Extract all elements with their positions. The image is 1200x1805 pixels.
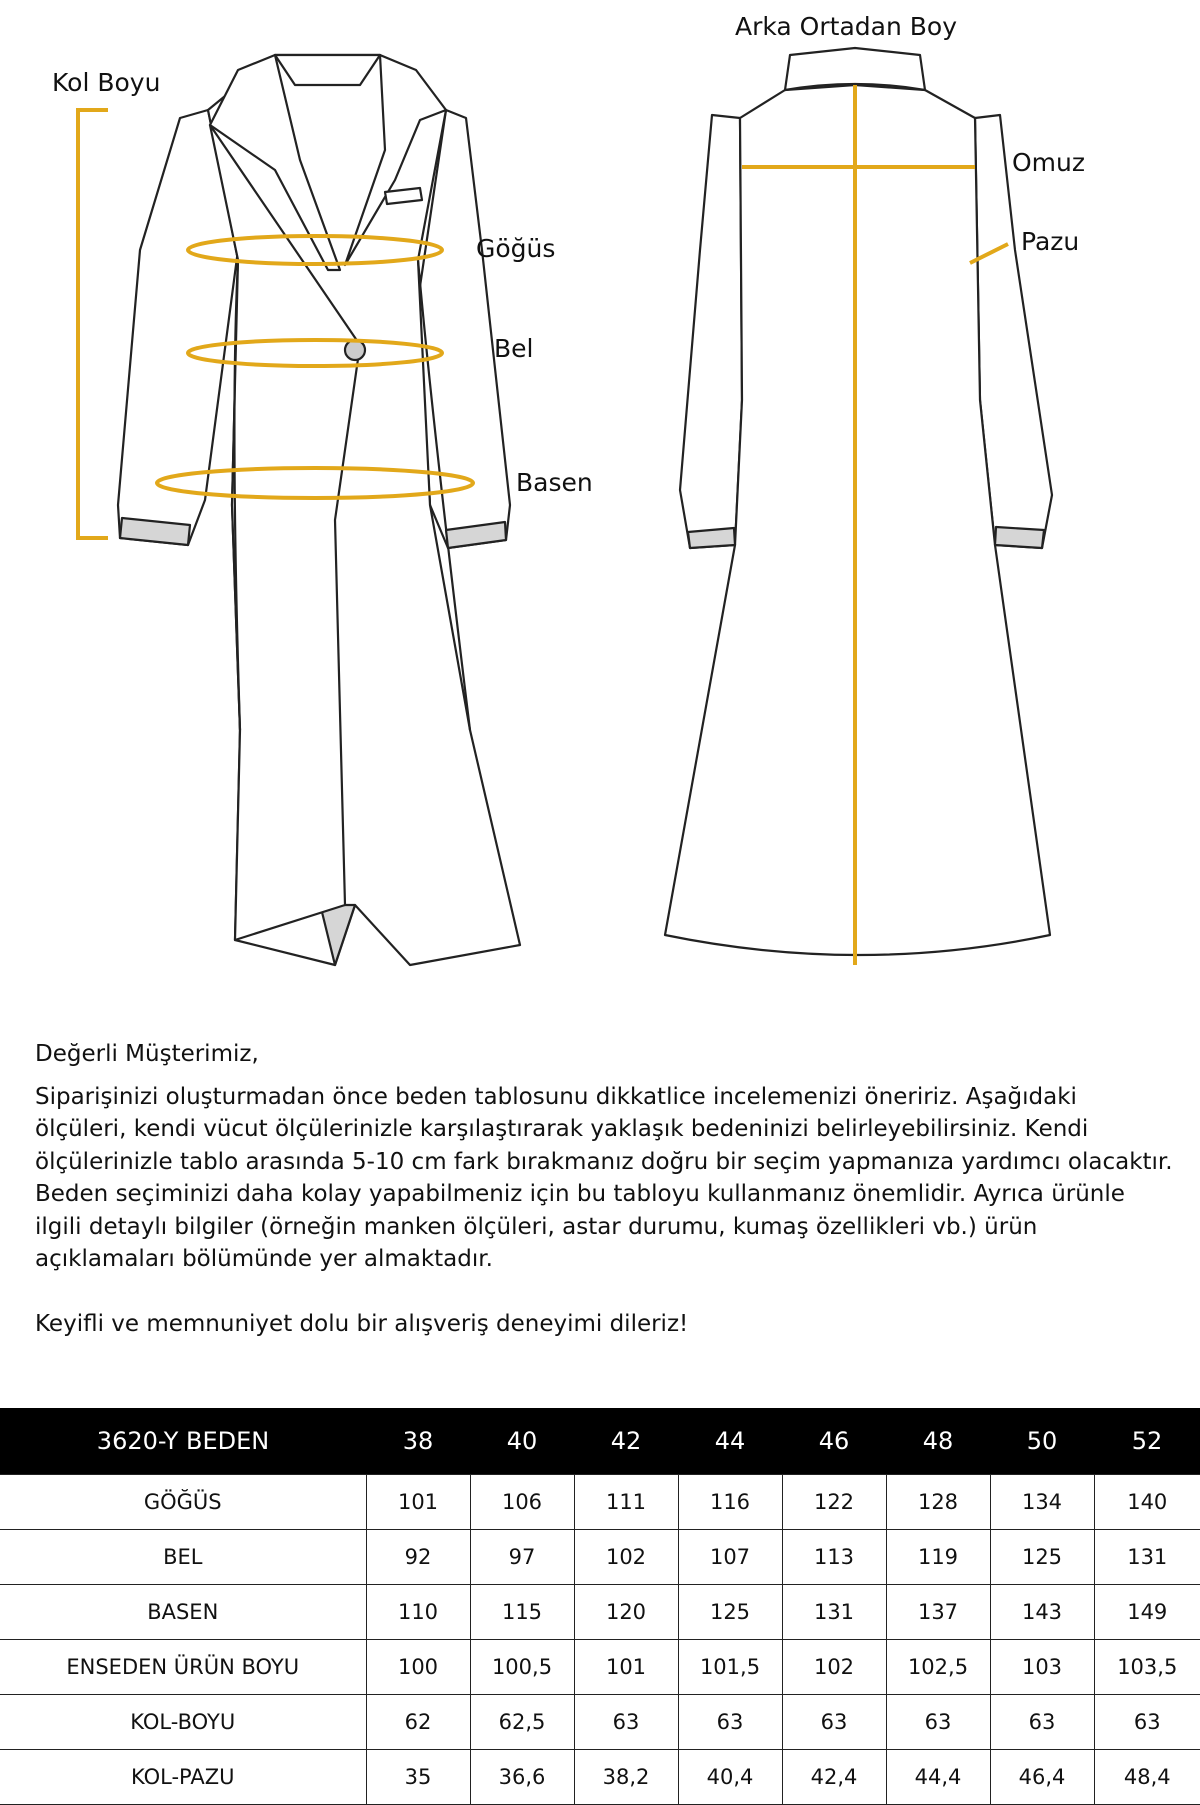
table-cell: 116 — [678, 1475, 782, 1530]
table-cell: 44,4 — [886, 1750, 990, 1805]
table-cell: 63 — [678, 1695, 782, 1750]
size-table-row-enseden-urun-boyu — [0, 1640, 1200, 1695]
header-size-cell: 42 — [574, 1408, 678, 1475]
header-size-cell: 48 — [886, 1408, 990, 1475]
row-label-cell: KOL-BOYU — [0, 1695, 366, 1750]
table-cell: 119 — [886, 1530, 990, 1585]
table-cell: 101 — [366, 1475, 470, 1530]
customer-message — [35, 1038, 1175, 1340]
table-cell: 92 — [366, 1530, 470, 1585]
table-cell: 101,5 — [678, 1640, 782, 1695]
table-cell: 110 — [366, 1585, 470, 1640]
row-label-cell: ENSEDEN ÜRÜN BOYU — [0, 1640, 366, 1695]
back-coat-drawing — [665, 48, 1052, 955]
label-kol-boyu: Kol Boyu — [52, 68, 161, 97]
table-cell: 62 — [366, 1695, 470, 1750]
header-size-cell: 38 — [366, 1408, 470, 1475]
table-cell: 38,2 — [574, 1750, 678, 1805]
table-cell: 111 — [574, 1475, 678, 1530]
row-label-cell: BEL — [0, 1530, 366, 1585]
back-left-cuff — [688, 528, 735, 548]
table-cell: 125 — [678, 1585, 782, 1640]
table-cell: 149 — [1094, 1585, 1200, 1640]
front-collar — [275, 55, 380, 85]
back-collar — [785, 48, 925, 90]
table-cell: 40,4 — [678, 1750, 782, 1805]
table-cell: 107 — [678, 1530, 782, 1585]
table-cell: 35 — [366, 1750, 470, 1805]
table-cell: 113 — [782, 1530, 886, 1585]
table-cell: 103 — [990, 1640, 1094, 1695]
label-pazu: Pazu — [1021, 227, 1080, 256]
header-model-cell: 3620-Y BEDEN — [0, 1408, 366, 1475]
table-cell: 131 — [1094, 1530, 1200, 1585]
table-cell: 120 — [574, 1585, 678, 1640]
size-table-row-gogus — [0, 1475, 1200, 1530]
table-cell: 102,5 — [886, 1640, 990, 1695]
size-table — [0, 1408, 1200, 1805]
size-table-row-basen — [0, 1585, 1200, 1640]
table-cell: 134 — [990, 1475, 1094, 1530]
table-cell: 63 — [574, 1695, 678, 1750]
row-label-cell: BASEN — [0, 1585, 366, 1640]
table-cell: 115 — [470, 1585, 574, 1640]
row-label-cell: GÖĞÜS — [0, 1475, 366, 1530]
label-arka-ortadan-boy: Arka Ortadan Boy — [735, 12, 957, 41]
table-cell: 128 — [886, 1475, 990, 1530]
row-label-cell: KOL-PAZU — [0, 1750, 366, 1805]
front-button — [345, 340, 365, 360]
size-table-row-kol-boyu — [0, 1695, 1200, 1750]
header-size-cell: 40 — [470, 1408, 574, 1475]
table-cell: 137 — [886, 1585, 990, 1640]
table-cell: 143 — [990, 1585, 1094, 1640]
table-cell: 42,4 — [782, 1750, 886, 1805]
back-right-cuff — [995, 527, 1044, 548]
table-cell: 131 — [782, 1585, 886, 1640]
table-cell: 140 — [1094, 1475, 1200, 1530]
table-cell: 103,5 — [1094, 1640, 1200, 1695]
label-basen: Basen — [516, 468, 593, 497]
header-size-cell: 50 — [990, 1408, 1094, 1475]
header-size-cell: 44 — [678, 1408, 782, 1475]
table-cell: 63 — [886, 1695, 990, 1750]
table-cell: 63 — [782, 1695, 886, 1750]
label-bel: Bel — [494, 334, 534, 363]
header-size-cell: 46 — [782, 1408, 886, 1475]
table-cell: 106 — [470, 1475, 574, 1530]
size-table-row-kol-pazu — [0, 1750, 1200, 1805]
table-cell: 48,4 — [1094, 1750, 1200, 1805]
size-table-row-bel — [0, 1530, 1200, 1585]
front-breast-pocket — [385, 188, 422, 204]
table-cell: 63 — [1094, 1695, 1200, 1750]
sleeve-length-bracket — [78, 110, 108, 538]
table-cell: 102 — [782, 1640, 886, 1695]
label-omuz: Omuz — [1012, 148, 1085, 177]
table-cell: 46,4 — [990, 1750, 1094, 1805]
message-paragraph-2: Beden seçiminizi daha kolay yapabilmeniz için bu tabloyu kullanmanız önemlidir. Ayrıca ürünle ilgili detaylı bilgiler (örneğin manken ölçüleri, astar durumu, kumaş özellikleri vb.) ürün açıklamaları bölümünde yer almaktadır. — [35, 1181, 1125, 1272]
label-gogus: Göğüs — [476, 234, 556, 263]
table-cell: 63 — [990, 1695, 1094, 1750]
table-cell: 62,5 — [470, 1695, 574, 1750]
back-left-sleeve — [680, 115, 742, 548]
front-coat-drawing — [118, 55, 520, 965]
message-greeting: Değerli Müşterimiz, — [35, 1041, 259, 1067]
table-cell: 122 — [782, 1475, 886, 1530]
message-paragraph-1: Siparişinizi oluşturmadan önce beden tablosunu dikkatlice incelemenizi öneririz. Aşağıdaki ölçüleri, kendi vücut ölçülerinizle karşılaştırarak yaklaşık bedeninizi belirleyebilirsiniz. Kendi ölçülerinizle tablo arasında 5-10 cm fark bırakmanız doğru bir seçim yapmanıza yardımcı olacaktır. — [35, 1083, 1173, 1175]
table-cell: 102 — [574, 1530, 678, 1585]
table-cell: 36,6 — [470, 1750, 574, 1805]
table-cell: 125 — [990, 1530, 1094, 1585]
table-cell: 97 — [470, 1530, 574, 1585]
table-cell: 101 — [574, 1640, 678, 1695]
table-cell: 100 — [366, 1640, 470, 1695]
size-table-header-row — [0, 1408, 1200, 1475]
message-closing: Keyifli ve memnuniyet dolu bir alışveriş deneyimi dileriz! — [35, 1310, 689, 1337]
table-cell: 100,5 — [470, 1640, 574, 1695]
header-size-cell: 52 — [1094, 1408, 1200, 1475]
